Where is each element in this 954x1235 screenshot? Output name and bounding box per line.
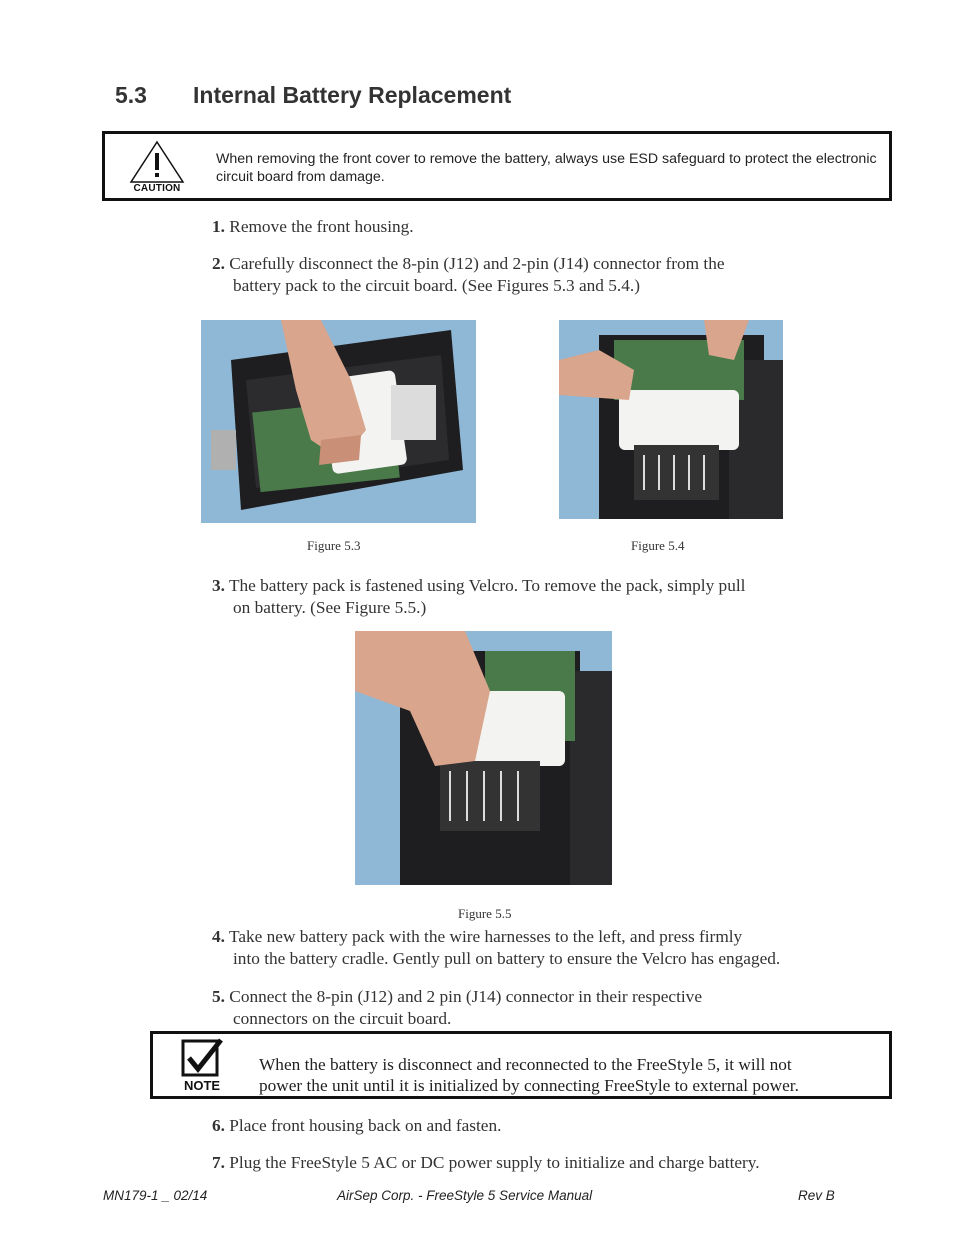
step-text-continued: connectors on the circuit board. xyxy=(233,1009,452,1028)
caution-label: CAUTION xyxy=(133,183,181,194)
figure-5-4-photo xyxy=(559,320,783,519)
step-7 xyxy=(212,1152,760,1174)
step-text: Connect the 8-pin (J12) and 2 pin (J14) connector in their respective xyxy=(229,987,702,1006)
step-text: Plug the FreeStyle 5 AC or DC power supply to initialize and charge battery. xyxy=(229,1153,760,1172)
caution-text: When removing the front cover to remove the battery, always use ESD safeguard to protect the electronic circuit board from damage. xyxy=(216,151,877,185)
step-number: 2. xyxy=(212,254,225,273)
step-text: Take new battery pack with the wire harnesses to the left, and press firmly xyxy=(228,927,743,946)
step-1 xyxy=(212,216,414,238)
footer-revision: Rev B xyxy=(798,1188,835,1203)
step-number: 7. xyxy=(212,1153,225,1172)
section-heading xyxy=(115,82,511,109)
footer-doc-number: MN179-1 _ 02/14 xyxy=(103,1188,208,1203)
note-line-2: power the unit until it is initialized by connecting FreeStyle to external power. xyxy=(259,1076,799,1095)
note-label: NOTE xyxy=(183,1078,221,1093)
step-text: Remove the front housing. xyxy=(229,217,414,236)
step-number: 3. xyxy=(212,576,225,595)
figure-caption: Figure 5.3 xyxy=(307,538,361,553)
footer-title: AirSep Corp. - FreeStyle 5 Service Manual xyxy=(337,1188,593,1203)
figure-5-3-photo xyxy=(201,320,476,523)
step-text: The battery pack is fastened using Velcro. To remove the pack, simply pull xyxy=(228,576,746,595)
figure-caption: Figure 5.4 xyxy=(631,538,685,553)
note-line-1: When the battery is disconnect and reconnected to the FreeStyle 5, it will not xyxy=(259,1055,792,1074)
caution-box xyxy=(102,131,892,201)
step-text: Carefully disconnect the 8-pin (J12) and 2-pin (J14) connector from the xyxy=(229,254,725,273)
step-6 xyxy=(212,1115,501,1137)
step-number: 4. xyxy=(212,927,225,946)
step-number: 1. xyxy=(212,217,225,236)
step-text: Place front housing back on and fasten. xyxy=(229,1116,502,1135)
section-title: Internal Battery Replacement xyxy=(193,82,512,108)
step-text-continued: on battery. (See Figure 5.5.) xyxy=(233,598,427,617)
note-box xyxy=(150,1031,892,1099)
checkbox-check-icon xyxy=(180,1038,224,1092)
step-2 xyxy=(212,253,725,297)
step-number: 5. xyxy=(212,987,225,1006)
figure-5-5-photo xyxy=(355,631,612,885)
section-number: 5.3 xyxy=(115,82,147,108)
step-3 xyxy=(212,575,745,619)
step-number: 6. xyxy=(212,1116,225,1135)
step-4 xyxy=(212,926,780,970)
caution-triangle-icon xyxy=(129,140,185,196)
step-text-continued: into the battery cradle. Gently pull on battery to ensure the Velcro has engaged. xyxy=(233,949,781,968)
figure-caption: Figure 5.5 xyxy=(458,906,512,921)
step-text-continued: battery pack to the circuit board. (See Figures 5.3 and 5.4.) xyxy=(233,276,640,295)
note-text xyxy=(259,1054,879,1096)
step-5 xyxy=(212,986,702,1030)
